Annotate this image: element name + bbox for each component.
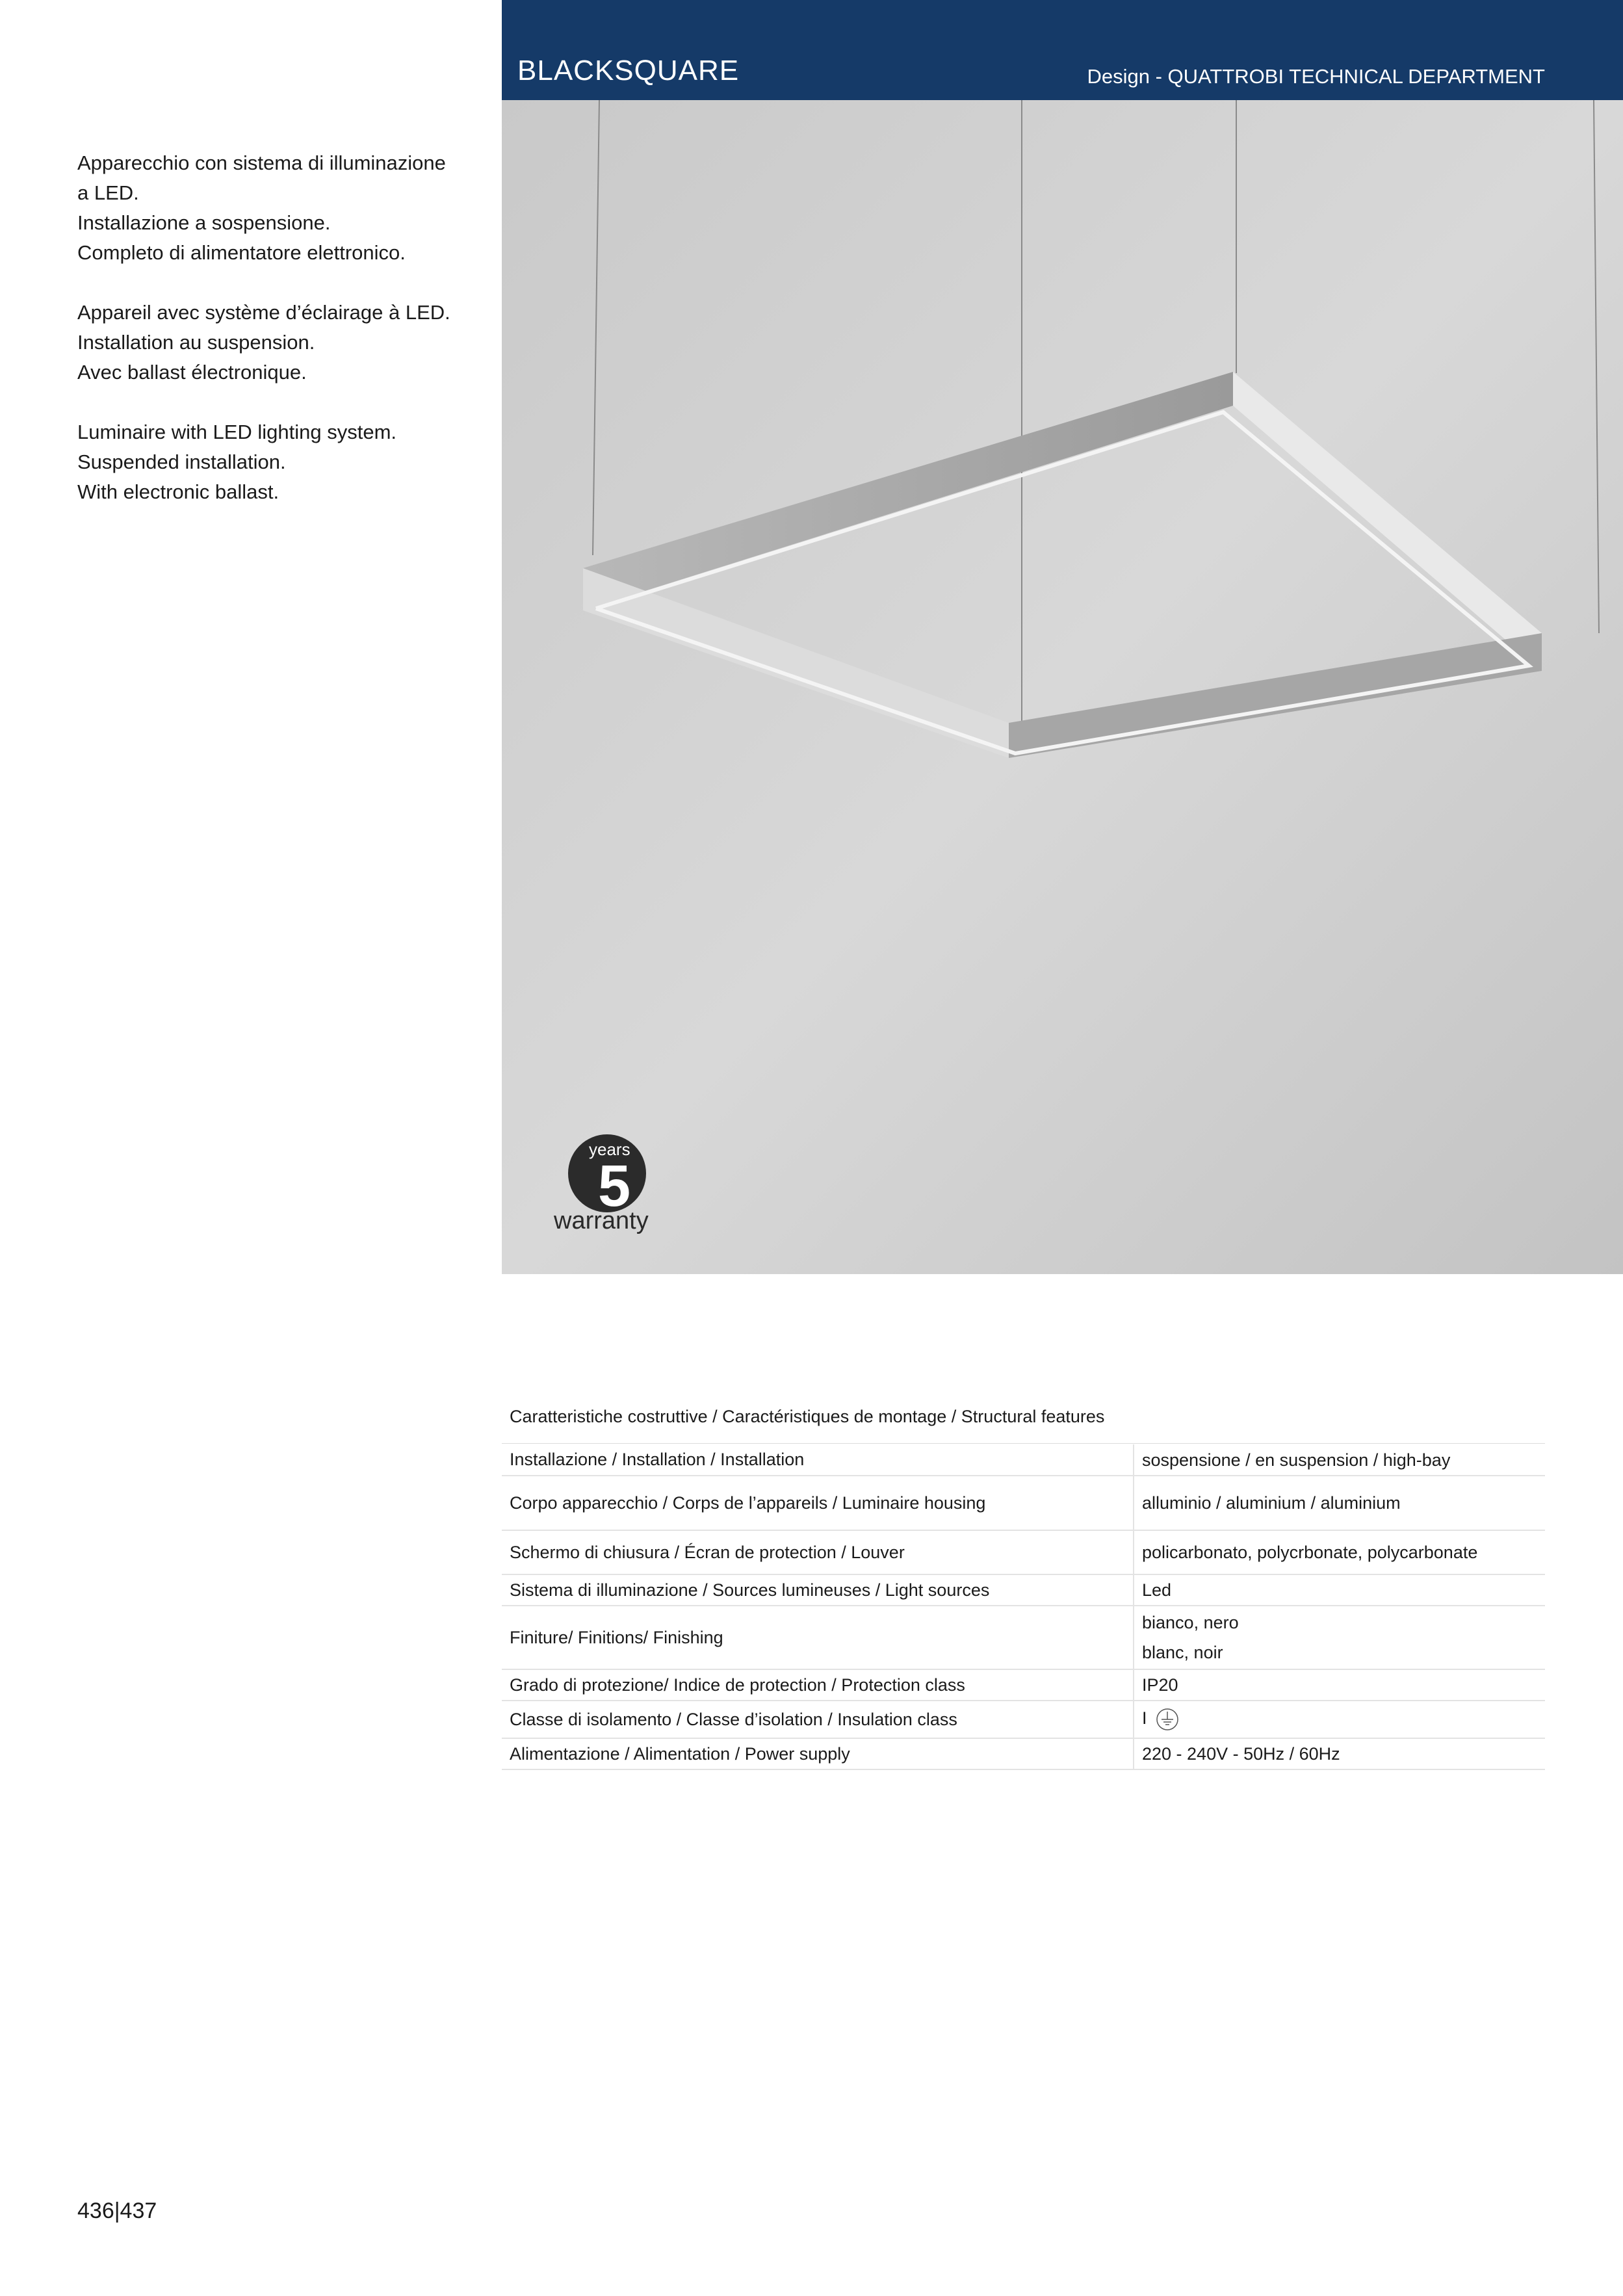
table-row (502, 1574, 1545, 1606)
spec-key: Schermo di chiusura / Écran de protection / Louver (502, 1530, 1134, 1574)
page-number: 436|437 (77, 2198, 157, 2223)
product-photo (502, 100, 1623, 1274)
table-row (502, 1444, 1545, 1476)
spec-value (1134, 1606, 1545, 1669)
product-description (77, 148, 467, 537)
specs-table (502, 1444, 1545, 1770)
spec-value-text: blanc, noir (1142, 1643, 1223, 1662)
description-line: Luminaire with LED lighting system. (77, 421, 397, 443)
spec-key: Grado di protezione/ Indice de protection / Protection class (502, 1669, 1134, 1701)
warranty-badge (554, 1129, 664, 1240)
description-line: Installazione a sospensione. (77, 211, 331, 234)
warranty-icon (560, 1129, 658, 1214)
spec-key: Corpo apparecchio / Corps de l’appareils / Luminaire housing (502, 1476, 1134, 1530)
table-row (502, 1530, 1545, 1574)
suspended-square-luminaire-illustration (502, 100, 1623, 1274)
earth-ground-icon (1156, 1708, 1179, 1731)
spec-value-text: bianco, nero (1142, 1613, 1239, 1632)
spec-value (1134, 1574, 1545, 1606)
description-line: Avec ballast électronique. (77, 361, 307, 384)
spec-value (1134, 1701, 1545, 1738)
spec-value (1134, 1530, 1545, 1574)
description-line: Suspended installation. (77, 450, 286, 473)
spec-value (1134, 1476, 1545, 1530)
spec-value (1134, 1444, 1545, 1476)
description-line: With electronic ballast. (77, 480, 279, 503)
spec-key: Finiture/ Finitions/ Finishing (502, 1606, 1134, 1669)
warranty-label: warranty (554, 1207, 649, 1234)
spec-key: Sistema di illuminazione / Sources lumineuses / Light sources (502, 1574, 1134, 1606)
description-line: Appareil avec système d’éclairage à LED. (77, 301, 450, 324)
description-line: a LED. (77, 181, 139, 204)
warranty-number: 5 (598, 1154, 631, 1214)
spec-value-text: I (1142, 1708, 1147, 1729)
warranty-years-label: years (589, 1140, 630, 1159)
specs-caption: Caratteristiche costruttive / Caractéristiques de montage / Structural features (510, 1407, 1105, 1426)
description-french (77, 298, 467, 387)
table-row (502, 1476, 1545, 1530)
spec-value-text: alluminio / aluminium / aluminium (1142, 1493, 1401, 1513)
table-row (502, 1606, 1545, 1669)
spec-value-text: IP20 (1142, 1675, 1178, 1695)
spec-key: Classe di isolamento / Classe d’isolation / Insulation class (502, 1701, 1134, 1738)
spec-key: Installazione / Installation / Installation (502, 1444, 1134, 1476)
table-row (502, 1669, 1545, 1701)
product-title: BLACKSQUARE (517, 55, 740, 86)
description-line: Apparecchio con sistema di illuminazione (77, 151, 446, 174)
table-row (502, 1738, 1545, 1769)
description-english (77, 417, 467, 507)
spec-value (1134, 1669, 1545, 1701)
spec-value-text: 220 - 240V - 50Hz / 60Hz (1142, 1744, 1340, 1764)
spec-value-text: policarbonato, polycrbonate, polycarbonate (1142, 1543, 1478, 1562)
spec-value (1134, 1738, 1545, 1769)
description-line: Completo di alimentatore elettronico. (77, 241, 406, 264)
spec-value-text: Led (1142, 1580, 1172, 1600)
design-credit: Design - QUATTROBI TECHNICAL DEPARTMENT (1087, 65, 1545, 88)
table-row (502, 1701, 1545, 1738)
description-line: Installation au suspension. (77, 331, 315, 354)
product-header-bar (502, 0, 1623, 100)
spec-key: Alimentazione / Alimentation / Power supply (502, 1738, 1134, 1769)
divider (502, 1443, 1545, 1444)
description-italian (77, 148, 467, 268)
spec-value-text: sospensione / en suspension / high-bay (1142, 1450, 1451, 1470)
